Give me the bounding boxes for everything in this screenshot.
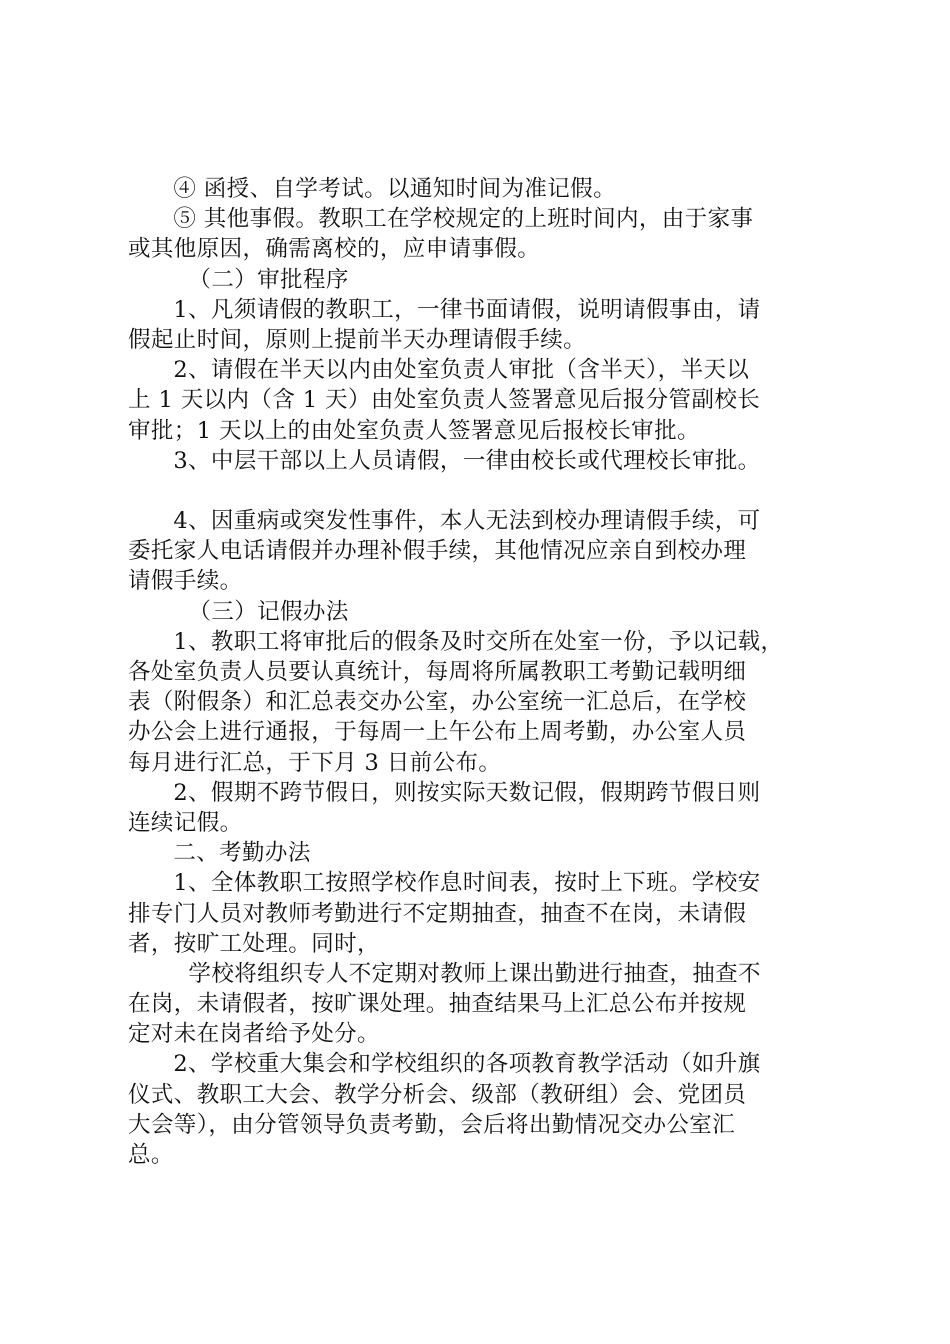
- blank-line: [128, 476, 828, 506]
- text-line: 2、学校重大集会和学校组织的各项教育教学活动（如升旗: [128, 1051, 761, 1078]
- text-line: 定对未在岗者给予处分。: [128, 1021, 380, 1048]
- text-line: 连续记假。: [128, 809, 243, 836]
- text-line: 1、全体教职工按照学校作息时间表，按时上下班。学校安: [128, 870, 761, 897]
- text-line: ⑤ 其他事假。教职工在学校规定的上班时间内，由于家事: [128, 206, 754, 233]
- text-line: 2、假期不跨节假日，则按实际天数记假，假期跨节假日则: [128, 779, 761, 806]
- text-line: 3、中层干部以上人员请假，一律由校长或代理校长审批。: [128, 447, 761, 474]
- text-line: 在岗，未请假者，按旷课处理。抽查结果马上汇总公布并按规: [128, 991, 747, 1018]
- text-line: 总。: [128, 1142, 174, 1168]
- document-page: [128, 174, 828, 1170]
- text-line: 表（附假条）和汇总表交办公室，办公室统一汇总后，在学校: [128, 689, 747, 716]
- section-heading: （三）记假办法: [128, 598, 349, 625]
- text-line: 委托家人电话请假并办理补假手续，其他情况应亲自到校办理: [128, 538, 747, 565]
- text-line: 上 1 天以内（含 1 天）由处室负责人签署意见后报分管副校长: [128, 387, 761, 414]
- text-line: 请假手续。: [128, 568, 243, 595]
- text-line: 假起止时间，原则上提前半天办理请假手续。: [128, 326, 587, 353]
- text-line: 4、因重病或突发性事件，本人无法到校办理请假手续，可: [128, 508, 761, 535]
- text-line: 各处室负责人员要认真统计，每周将所属教职工考勤记载明细: [128, 659, 747, 685]
- text-line: 排专门人员对教师考勤进行不定期抽查，抽查不在岗，未请假: [128, 900, 747, 927]
- text-line: 每月进行汇总，于下月 3 日前公布。: [128, 749, 502, 776]
- text-line: 仪式、教职工大会、教学分析会、级部（教研组）会、党团员: [128, 1081, 747, 1108]
- text-line: ④ 函授、自学考试。以通知时间为准记假。: [128, 176, 616, 202]
- text-line: 大会等），由分管领导负责考勤，会后将出勤情况交办公室汇: [128, 1111, 736, 1138]
- text-line: 学校将组织专人不定期对教师上课出勤进行抽查，抽查不: [128, 960, 761, 987]
- text-line: 2、请假在半天以内由处室负责人审批（含半天），半天以: [128, 357, 750, 384]
- text-line: 者，按旷工处理。同时，: [128, 930, 380, 957]
- section-heading: 二、考勤办法: [128, 840, 311, 867]
- section-heading: （二）审批程序: [128, 266, 349, 293]
- text-line: 1、凡须请假的教职工，一律书面请假，说明请假事由，请: [128, 296, 761, 323]
- text-line: 办公会上进行通报，于每周一上午公布上周考勤，办公室人员: [128, 719, 747, 746]
- text-line: 或其他原因，确需离校的，应申请事假。: [128, 236, 541, 263]
- text-line: 审批；1 天以上的由处室负责人签署意见后报校长审批。: [128, 417, 700, 444]
- text-line: 1、教职工将审批后的假条及时交所在处室一份，予以记载，: [128, 628, 784, 655]
